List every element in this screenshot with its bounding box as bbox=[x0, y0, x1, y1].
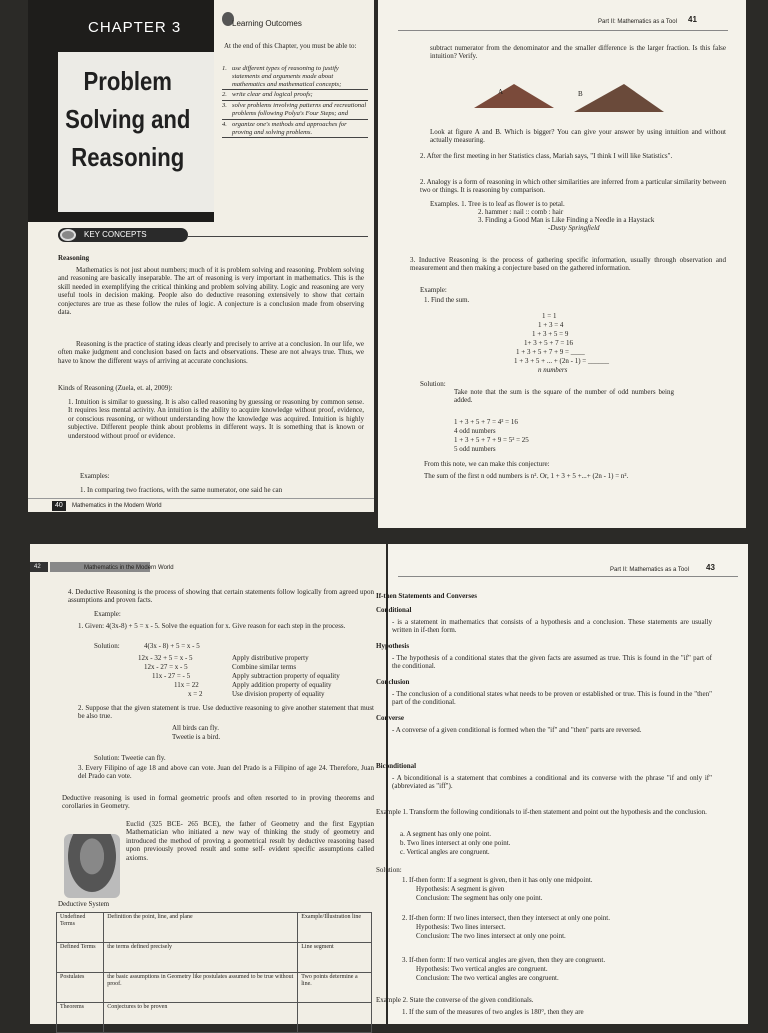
analogy-example: 2. hammer : nail :: comb : hair bbox=[478, 208, 564, 216]
table-cell: Two points determine a line. bbox=[298, 973, 372, 1003]
divider bbox=[188, 236, 368, 237]
example-label: Example: bbox=[420, 286, 447, 294]
example-item: a. A segment has only one point. bbox=[400, 830, 491, 838]
solution-note: Take note that the sum is the square of the number of odd numbers being added. bbox=[454, 388, 674, 405]
examples-label: Examples: bbox=[80, 472, 110, 480]
table-row bbox=[57, 943, 372, 973]
page-number: 43 bbox=[706, 563, 715, 572]
solution-line: Hypothesis: Two lines intersect. bbox=[416, 923, 506, 931]
analogy-item: 2. Analogy is a form of reasoning in which other similarities are inferred from a particular similarity between two or things. It is reasoning by comparison. bbox=[420, 178, 726, 195]
example-label: Example: bbox=[94, 610, 121, 618]
example-2: Example 2. State the converse of the given conditionals. bbox=[376, 996, 534, 1004]
conjecture: The sum of the first n odd numbers is n². Or, 1 + 3 + 5 +...+ (2n - 1) = n². bbox=[424, 472, 629, 480]
step-reason: Apply addition property of equality bbox=[232, 681, 332, 689]
solution-line: Hypothesis: A segment is given bbox=[416, 885, 505, 893]
solution-line: 1. If-then form: If a segment is given, then it has only one midpoint. bbox=[402, 876, 593, 884]
page-number: 42 bbox=[34, 564, 41, 570]
solution-line: Conclusion: The two vertical angles are congruent. bbox=[416, 974, 559, 982]
learning-outcomes-intro: At the end of this Chapter, you must be able to: bbox=[224, 42, 357, 50]
table-cell: Definition the point, line, and plane bbox=[104, 913, 298, 943]
divider bbox=[398, 576, 738, 577]
find-sum: 1. Find the sum. bbox=[424, 296, 470, 304]
paragraph: Reasoning is the practice of stating ideas clearly and precisely to arrive at a conclusion. In our life, we often make judgment and conclusion based on facts and observations. These are not always true. Thus, we have to know the different ways of arriving at accurate conclusions. bbox=[58, 340, 364, 365]
conditional-heading: Conditional bbox=[376, 606, 412, 614]
paragraph: Look at figure A and B. Which is bigger? You can give your answer by using intuition and without actually measuring. bbox=[430, 128, 726, 145]
sum-line: 1 + 3 + 5 + ... + (2n - 1) = ______ bbox=[514, 357, 609, 365]
chapter-label: CHAPTER 3 bbox=[88, 19, 182, 36]
figure-b-triangle bbox=[574, 84, 664, 112]
deductive-item: 4. Deductive Reasoning is the process of showing that certain statements follow logically from agreed upon assumptions and proven facts. bbox=[68, 588, 374, 605]
calc-line: 1 + 3 + 5 + 7 = 4² = 16 bbox=[454, 418, 518, 426]
kinds-of-reasoning: Kinds of Reasoning (Zuela, et. al, 2009): bbox=[58, 384, 173, 392]
running-header: Part II: Mathematics as a Tool bbox=[598, 19, 677, 25]
calc-line: 4 odd numbers bbox=[454, 427, 496, 435]
page-number: 40 bbox=[52, 501, 66, 511]
reasoning-heading: Reasoning bbox=[58, 254, 90, 262]
calc-line: 5 odd numbers bbox=[454, 445, 496, 453]
learning-outcome-item: 4. organize one's methods and approaches for proving and solving problems. bbox=[222, 120, 368, 139]
paragraph: Mathematics is not just about numbers; much of it is problem solving and reasoning. Problem solving and reasoning are basically inseparable. The art of reasoning is very important in mathematics. This is the skill needed in exemplifying the critical thinking and problem solving ability. Logic and reasoning are very useful tools in decision making. People also do deductive reasoning extensively to show that certain conjectures are true as these follow the rules of logic. A conjecture is a conclusion made from observing data. bbox=[58, 266, 364, 317]
example-1: Example 1. Transform the following conditionals to if-then statement and point out the hypothesis and the conclusion. bbox=[376, 808, 707, 816]
divider bbox=[398, 30, 728, 31]
figure-b-label: B bbox=[578, 90, 583, 98]
example-1: 1. In comparing two fractions, with the same numerator, one said he can bbox=[80, 486, 283, 494]
figure-a-label: A bbox=[498, 88, 504, 96]
step-reason: Use division property of equality bbox=[232, 690, 325, 698]
table-cell: Example/Illustration line bbox=[298, 913, 372, 943]
step-eq: 11x = 22 bbox=[174, 681, 199, 689]
euclid-portrait bbox=[64, 834, 120, 898]
learning-outcome-item: 3. solve problems involving patterns and recreational problems following Polya's Four Steps; and bbox=[222, 101, 368, 120]
step-eq: 4(3x - 8) + 5 = x - 5 bbox=[144, 642, 200, 650]
solution-label: Solution: bbox=[376, 866, 402, 874]
running-header: Part II: Mathematics as a Tool bbox=[610, 567, 689, 573]
step-eq: 12x - 27 = x - 5 bbox=[144, 663, 188, 671]
sum-line: 1+ 3 + 5 + 7 = 16 bbox=[524, 339, 574, 347]
table-cell: Theorems bbox=[57, 1003, 104, 1033]
running-footer: Mathematics in the Modern World bbox=[72, 503, 162, 509]
example-2: 2. After the first meeting in her Statistics class, Mariah says, "I think I will like Statistics". bbox=[420, 152, 673, 160]
analogy-example: 3. Finding a Good Man is Like Finding a Needle in a Haystack bbox=[478, 216, 655, 224]
sum-line: n numbers bbox=[538, 366, 568, 374]
conditional-def: - is a statement in mathematics that consists of a hypothesis and a conclusion. These statements are usually written in if-then form. bbox=[392, 618, 712, 635]
chapter-title-line-3: Reasoning bbox=[71, 142, 185, 172]
given-problem: 1. Given: 4(3x-8) + 5 = x - 5. Solve the equation for x. Give reason for each step in the process. bbox=[78, 622, 346, 630]
hypothesis-heading: Hypothesis bbox=[376, 642, 410, 650]
chapter-title-line-1: Problem bbox=[83, 66, 172, 96]
page-42 bbox=[30, 544, 386, 1024]
solution-2: Solution: Tweetie can fly. bbox=[94, 754, 166, 762]
table-cell bbox=[298, 1003, 372, 1033]
euclid-paragraph: Euclid (325 BCE- 265 BCE), the father of Geometry and the first Egyptian Mathematician who initiated a new way of thinking the study of geometry and introduced the method of proving a geometrical result by deductive reasoning based upon previously proved result and some self- evident specific assumptions called axioms. bbox=[126, 820, 374, 862]
paragraph: Deductive reasoning is used in formal geometric proofs and often resorted to in proving theorems and corollaries in Geometry. bbox=[62, 794, 374, 811]
sum-line: 1 + 3 + 5 = 9 bbox=[532, 330, 569, 338]
learning-outcomes-list bbox=[222, 64, 368, 138]
example-item: b. Two lines intersect at only one point. bbox=[400, 839, 511, 847]
sum-line: 1 + 3 = 4 bbox=[538, 321, 564, 329]
example-item: c. Vertical angles are congruent. bbox=[400, 848, 490, 856]
step-eq: 11x - 27 = - 5 bbox=[152, 672, 191, 680]
inductive-item: 3. Inductive Reasoning is the process of gathering specific information, usually through observation and measurement and then making a conjecture based on the gathered information. bbox=[410, 256, 726, 273]
table-cell: Postulates bbox=[57, 973, 104, 1003]
solution-line: 2. If-then form: If two lines intersect, then they intersect at only one point. bbox=[402, 914, 610, 922]
conclusion-heading: Conclusion bbox=[376, 678, 410, 686]
learning-outcome-item: 2. write clear and logical proofs; bbox=[222, 90, 368, 101]
deductive-system-table bbox=[56, 912, 372, 1033]
step-eq: 12x - 32 + 5 = x - 5 bbox=[138, 654, 193, 662]
deductive-system-label: Deductive System bbox=[58, 900, 110, 908]
solution-label: Solution: bbox=[420, 380, 446, 388]
biconditional-def: - A biconditional is a statement that combines a conditional and its converse with the phrase "if and only if" (abbreviated as "iff"). bbox=[392, 774, 712, 791]
table-row bbox=[57, 973, 372, 1003]
calc-line: 1 + 3 + 5 + 7 + 9 = 5² = 25 bbox=[454, 436, 529, 444]
paragraph: From this note, we can make this conjecture: bbox=[424, 460, 550, 468]
table-cell: Line segment bbox=[298, 943, 372, 973]
key-concepts-banner bbox=[58, 228, 188, 242]
key-concepts-label: KEY CONCEPTS bbox=[84, 230, 147, 239]
table-cell: the basic assumptions in Geometry like postulates assumed to be true without proof. bbox=[104, 973, 298, 1003]
table-cell: Defined Terms bbox=[57, 943, 104, 973]
table-cell: the terms defined precisely bbox=[104, 943, 298, 973]
solution-line: Conclusion: The two lines intersect at only one point. bbox=[416, 932, 566, 940]
page-number: 41 bbox=[688, 15, 697, 24]
key-concepts-icon bbox=[60, 229, 76, 241]
intuition-item: 1. Intuition is similar to guessing. It is also called reasoning by guessing or reasoning by common sense. It requires less mental activity. An intuition is the ability to acquire knowledge without proof, evidence, or conscious reasoning, or without understanding how the knowledge was acquired. Intuition is highly subjective. Different people think about problems in different ways. It is something that is known or understood without proof or evidence. bbox=[68, 398, 364, 440]
solution-line: Hypothesis: Two vertical angles are congruent. bbox=[416, 965, 548, 973]
running-header: Mathematics in the Modern World bbox=[84, 565, 174, 571]
learning-outcome-item: 1. use different types of reasoning to justify statements and arguments made about mathematics and mathematical concepts; bbox=[222, 64, 368, 90]
hypothesis-def: - The hypothesis of a conditional states that the given facts are assumed as true. This is found in the "if" part of the conditional. bbox=[392, 654, 712, 671]
table-row bbox=[57, 913, 372, 943]
figure-a-triangle bbox=[474, 84, 554, 108]
page-41 bbox=[378, 0, 746, 528]
example-2: 2. Suppose that the given statement is true. Use deductive reasoning to give another statement that must be also true. bbox=[78, 704, 374, 721]
quote-author: -Dusty Springfield bbox=[548, 224, 600, 232]
example-3: 3. Every Filipino of age 18 and above can vote. Juan del Prado is a Filipino of age 24. Therefore, Juan del Prado can vote. bbox=[78, 764, 374, 781]
converse-def: - A converse of a given conditional is formed when the "if" and "then" parts are reversed. bbox=[392, 726, 642, 734]
conclusion-def: - The conclusion of a conditional states what needs to be proven or established or true. This is found in the "then" part of the conditional. bbox=[392, 690, 712, 707]
table-cell: Undefined Terms bbox=[57, 913, 104, 943]
converse-heading: Converse bbox=[376, 714, 404, 722]
page-footer bbox=[28, 498, 374, 512]
biconditional-heading: Biconditional bbox=[376, 762, 417, 770]
analogy-example: Examples. 1. Tree is to leaf as flower is to petal. bbox=[430, 200, 565, 208]
premise: Tweetie is a bird. bbox=[172, 733, 221, 741]
step-reason: Combine similar terms bbox=[232, 663, 297, 671]
example-2-item: 1. If the sum of the measures of two angles is 180°, then they are bbox=[402, 1008, 584, 1016]
solution-line: 3. If-then form: If two vertical angles are given, then they are congruent. bbox=[402, 956, 606, 964]
solution-line: Conclusion: The segment has only one point. bbox=[416, 894, 543, 902]
table-cell: Conjectures to be proven bbox=[104, 1003, 298, 1033]
page-43 bbox=[376, 544, 748, 1024]
step-reason: Apply distributive property bbox=[232, 654, 309, 662]
step-reason: Apply subtraction property of equality bbox=[232, 672, 340, 680]
page-40 bbox=[28, 0, 374, 512]
section-heading: If-then Statements and Converses bbox=[376, 592, 477, 600]
premise: All birds can fly. bbox=[172, 724, 219, 732]
chapter-title-line-2: Solving and bbox=[65, 104, 191, 134]
sum-line: 1 + 3 + 5 + 7 + 9 = ____ bbox=[516, 348, 585, 356]
chapter-title-box bbox=[58, 52, 214, 212]
learning-outcomes-heading: Learning Outcomes bbox=[232, 19, 302, 28]
table-row bbox=[57, 1003, 372, 1033]
paragraph: subtract numerator from the denominator and the smaller difference is the larger fraction. Is this false intuition? Verify. bbox=[430, 44, 726, 61]
step-eq: x = 2 bbox=[188, 690, 203, 698]
solution-label: Solution: bbox=[94, 642, 120, 650]
sum-line: 1 = 1 bbox=[542, 312, 557, 320]
